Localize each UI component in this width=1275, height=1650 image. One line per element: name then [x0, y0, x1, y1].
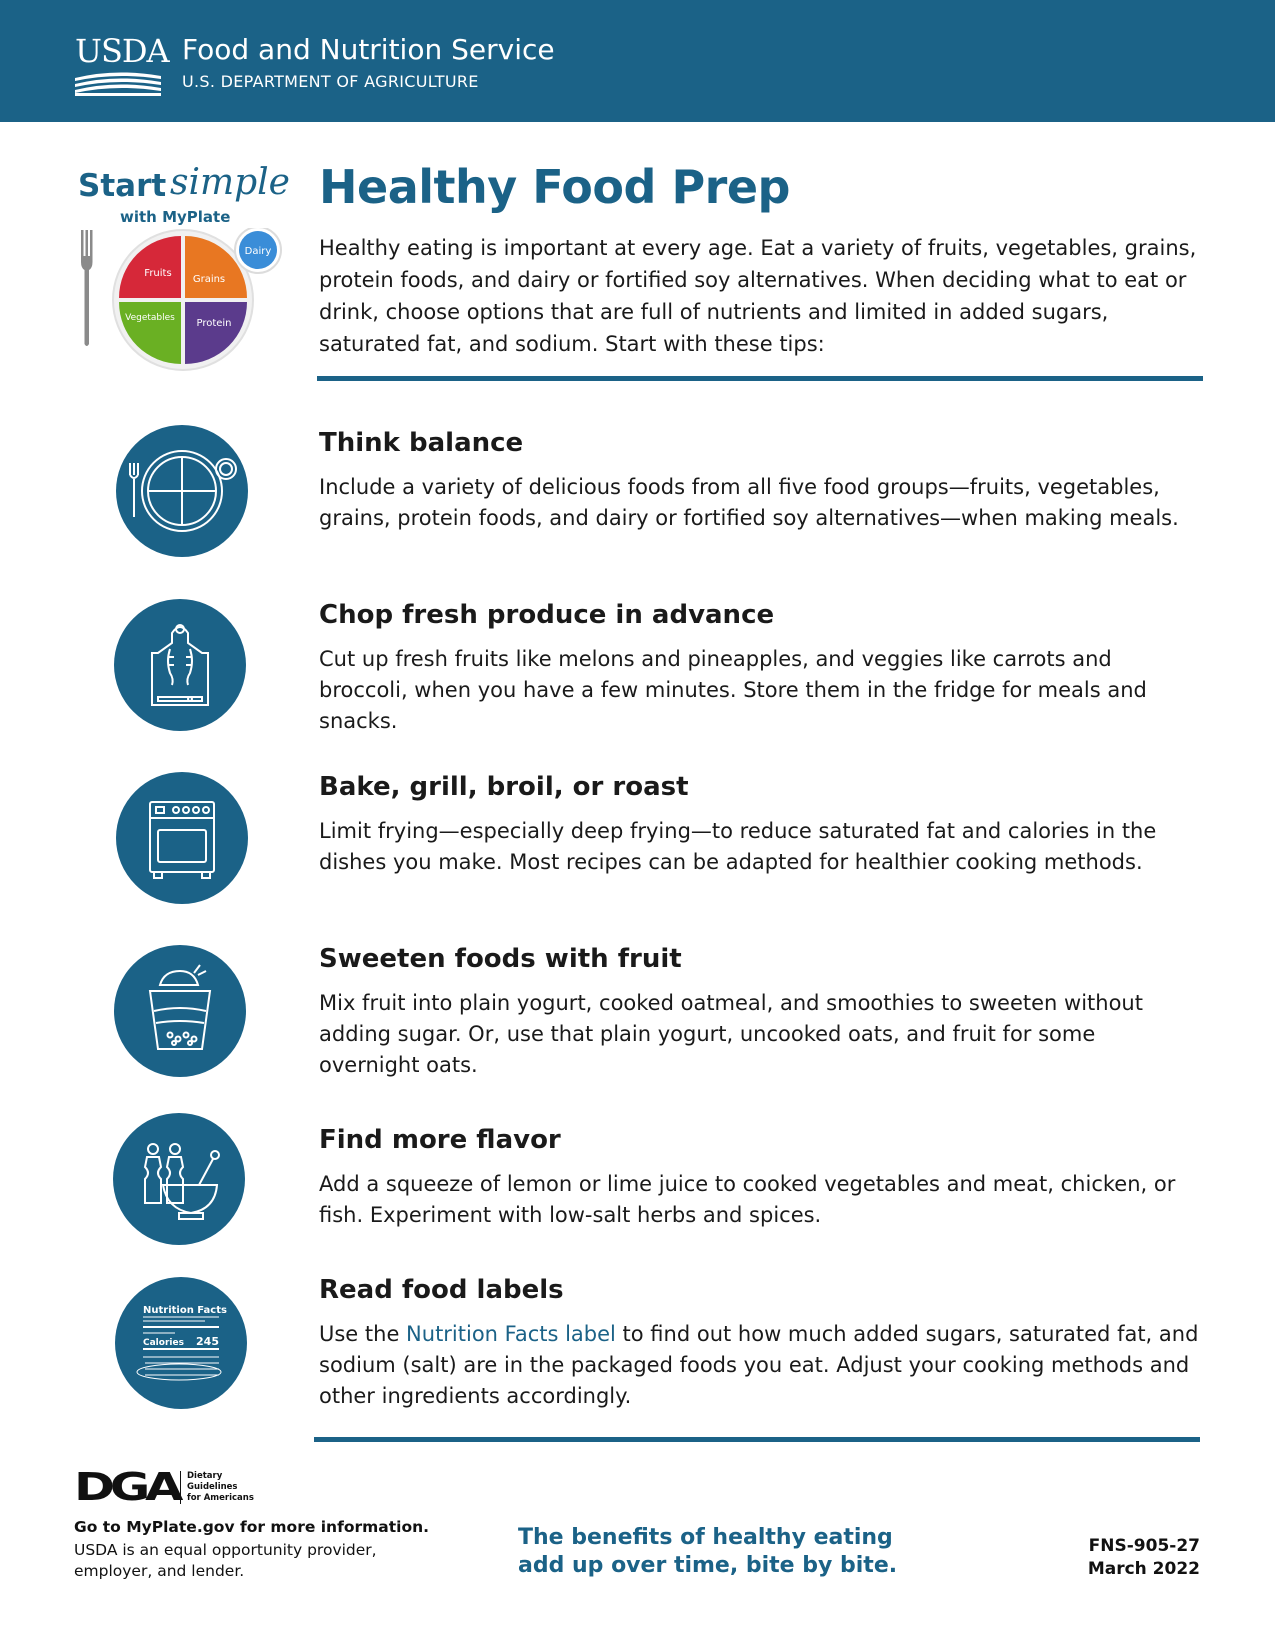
dga-word: Dietary — [187, 1471, 223, 1481]
dga-word: for Americans — [187, 1493, 254, 1503]
label-icon-calories-value: 245 — [196, 1335, 219, 1348]
tip-body-read-labels — [319, 1319, 1199, 1412]
tip-title-bake-grill: Bake, grill, broil, or roast — [319, 772, 689, 802]
fork-icon — [81, 230, 93, 346]
tip-body-think-balance: Include a variety of delicious foods from all five food groups—fruits, vegetables, grains, protein foods, and dairy or fortified soy alternatives—when making meals. — [319, 475, 1179, 530]
divider-top — [317, 376, 1203, 381]
start-simple-myplate-logo — [78, 162, 290, 376]
tip-title-read-labels: Read food labels — [319, 1275, 564, 1305]
tip-title-sweeten-fruit: Sweeten foods with fruit — [319, 944, 682, 974]
myplate-site-link[interactable]: MyPlate — [126, 1518, 197, 1536]
dga-logo-letters: DGA — [74, 1465, 179, 1509]
plate-label-dairy: Dairy — [244, 246, 272, 257]
header-banner — [0, 0, 1275, 122]
logo-with-text: with — [120, 208, 163, 226]
footer-tagline — [518, 1524, 897, 1580]
tip-body-sweeten-fruit: Mix fruit into plain yogurt, cooked oatmeal, and smoothies to sweeten without adding sugar. Or, use that plain yogurt, uncooked oats, and fruit for some overnight oats. — [319, 991, 1143, 1077]
divider-bottom — [314, 1437, 1200, 1442]
dga-logo-words — [180, 1471, 270, 1504]
tagline-line-1: The benefits of healthy eating — [518, 1525, 893, 1550]
page-title: Healthy Food Prep — [319, 160, 790, 214]
tip-body-more-flavor: Add a squeeze of lemon or lime juice to cooked vegetables and meat, chicken, or fish. Experiment with low-salt herbs and spices. — [319, 1172, 1176, 1227]
oven-icon — [116, 772, 248, 904]
logo-simple-text: simple — [170, 162, 290, 203]
tip-body-chop-produce: Cut up fresh fruits like melons and pineapples, and veggies like carrots and broccoli, when you have a few minutes. Store them in the fridge for meals and snacks. — [319, 647, 1147, 733]
nutrition-label-icon — [115, 1277, 247, 1409]
yogurt-parfait-icon — [114, 945, 246, 1077]
document-date: March 2022 — [1087, 1559, 1200, 1579]
dga-word: Guidelines — [187, 1482, 238, 1492]
usda-logo — [75, 32, 169, 96]
label-icon-calories: Calories — [143, 1338, 184, 1348]
tip-body-bake-grill: Limit frying—especially deep frying—to reduce saturated fat and calories in the dishes you make. Most recipes can be adapted for healthier cooking methods. — [319, 819, 1157, 874]
plate-utensils-icon — [116, 425, 248, 557]
spices-mortar-icon — [113, 1113, 245, 1245]
logo-start-text: Start — [78, 168, 167, 204]
usda-logo-text: USDA — [75, 32, 169, 70]
document-id — [1040, 1535, 1200, 1581]
footer-go-to-myplate — [74, 1518, 429, 1536]
plate-label-vegetables: Vegetables — [125, 313, 175, 323]
footer-go-prefix: Go to — [74, 1518, 127, 1536]
nutrition-facts-link[interactable]: Nutrition Facts label — [406, 1322, 616, 1346]
document-number: FNS-905-27 — [1088, 1536, 1200, 1556]
plate-label-protein: Protein — [196, 318, 232, 329]
logo-with-myplate — [120, 208, 230, 226]
tip-title-chop-produce: Chop fresh produce in advance — [319, 600, 775, 630]
intro-paragraph: Healthy eating is important at every age. Eat a variety of fruits, vegetables, grains, protein foods, and dairy or fortified soy alternatives. When deciding what to eat or drink, choose options that are full of nutrients and limited in added sugars, saturated fat, and sodium. Start with these tips: — [319, 236, 1197, 356]
tip-body-read-labels-end: to find out how much added sugars, saturated fat, and sodium (salt) are in the packaged foods you eat. Adjust your cooking methods and other ingredients accordingly. — [319, 1322, 1199, 1408]
logo-myplate-text: MyPlate — [162, 208, 231, 226]
tagline-line-2: add up over time, bite by bite. — [518, 1553, 898, 1578]
agency-name: Food and Nutrition Service — [182, 33, 555, 66]
plate-label-fruits: Fruits — [144, 268, 172, 279]
label-icon-heading: Nutrition Facts — [143, 1305, 227, 1316]
tip-body-read-labels-start: Use the — [319, 1322, 407, 1346]
usda-hills-icon — [75, 70, 161, 96]
cutting-board-icon — [114, 599, 246, 731]
agency-department: U.S. DEPARTMENT OF AGRICULTURE — [182, 72, 479, 91]
equal-opportunity-statement: USDA is an equal opportunity provider, employer, and lender. — [74, 1541, 377, 1580]
myplate-plate-icon — [78, 228, 288, 378]
tip-title-more-flavor: Find more flavor — [319, 1125, 561, 1155]
tip-title-think-balance: Think balance — [319, 428, 524, 458]
footer-go-suffix: .gov for more information. — [196, 1518, 430, 1536]
plate-label-grains: Grains — [192, 274, 226, 285]
